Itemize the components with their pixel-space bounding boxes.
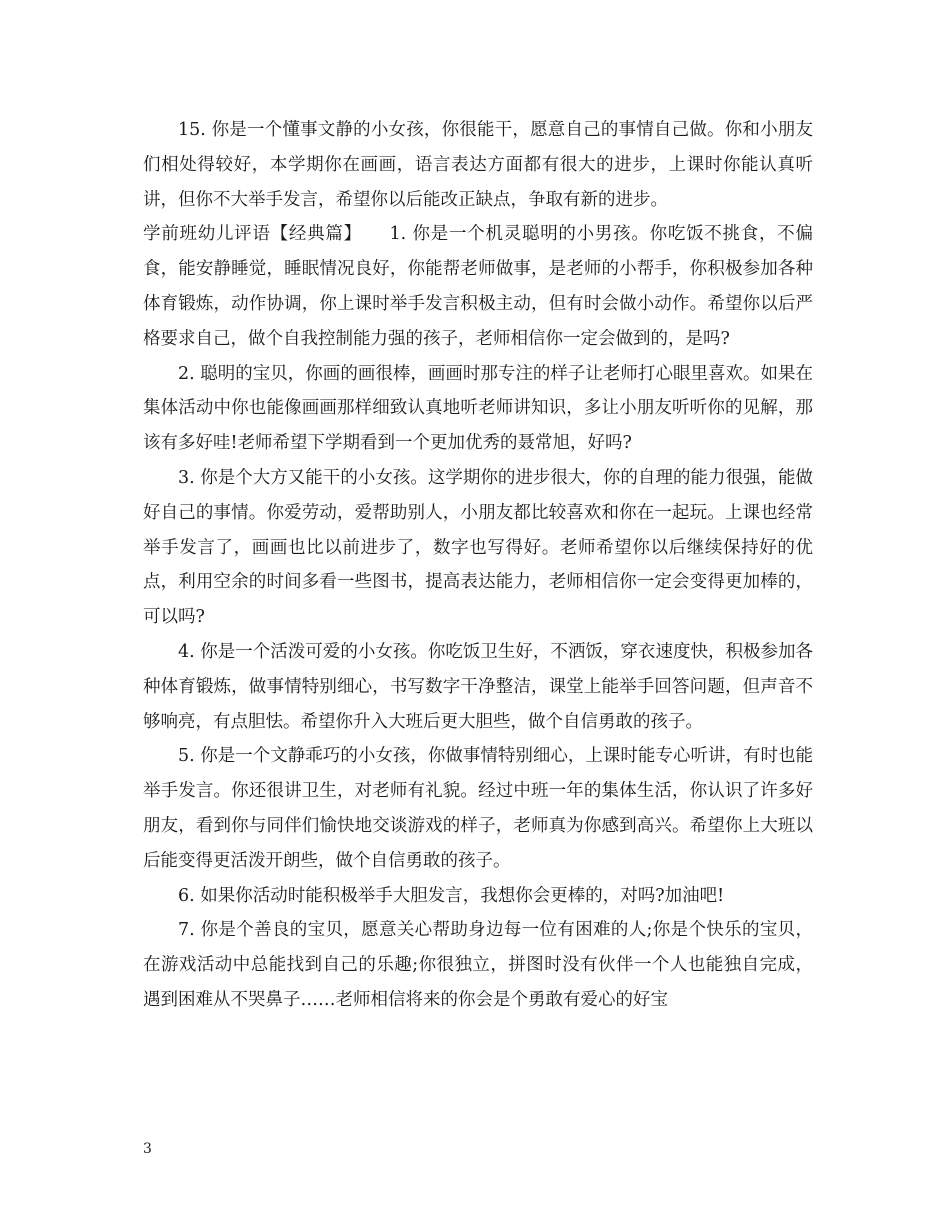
paragraph-7: 7. 你是个善良的宝贝，愿意关心帮助身边每一位有困难的人;你是个快乐的宝贝，在游戏活动中总能找到自己的乐趣;你很独立，拼图时没有伙伴一个人也能独自完成，遇到困难从不哭鼻子……老师相信将来的你会是个勇敢有爱心的好宝 [143, 920, 813, 1010]
paragraph-3: 3. 你是个大方又能干的小女孩。这学期你的进步很大，你的自理的能力很强，能做好自己的事情。你爱劳动，爱帮助别人，小朋友都比较喜欢和你在一起玩。上课也经常举手发言了，画画也比以前进步了，数字也写得好。老师希望你以后继续保持好的优点，利用空余的时间多看一些图书，提高表达能力，老师相信你一定会变得更加棒的，可以吗? [143, 467, 813, 628]
paragraph-4: 4. 你是一个活泼可爱的小女孩。你吃饭卫生好，不洒饭，穿衣速度快，积极参加各种体育锻炼，做事情特别细心，书写数字干净整洁，课堂上能举手回答问题，但声音不够响亮，有点胆怯。希望你升入大班后更大胆些，做个自信勇敢的孩子。 [143, 641, 813, 732]
section-heading: 学前班幼儿评语【经典篇】 [143, 224, 354, 245]
paragraph-1-text: 1. 你是一个机灵聪明的小男孩。你吃饭不挑食，不偏食，能安静睡觉，睡眠情况良好，你能帮老师做事，是老师的小帮手，你积极参加各种体育锻炼，动作协调，你上课时举手发言积极主动，但有时会做小动作。希望你以后严格要求自己，做个自我控制能力强的孩子，老师相信你一定会做到的，是吗? [143, 224, 813, 349]
paragraph-6: 6. 如果你活动时能积极举手大胆发言，我想你会更棒的，对吗?加油吧! [178, 885, 725, 906]
document-body [143, 113, 813, 1018]
paragraph-2: 2. 聪明的宝贝，你画的画很棒，画画时那专注的样子让老师打心眼里喜欢。如果在集体活动中你也能像画画那样细致认真地听老师讲知识，多让小朋友听听你的见解，那该有多好哇!老师希望下学期看到一个更加优秀的聂常旭，好吗? [143, 363, 813, 454]
paragraph-classic-1 [143, 217, 813, 356]
page-number: 3 [143, 1141, 152, 1157]
paragraph-15: 15. 你是一个懂事文静的小女孩，你很能干，愿意自己的事情自己做。你和小朋友们相处得较好，本学期你在画画，语言表达方面都有很大的进步，上课时你能认真听讲，但你不大举手发言，希望你以后能改正缺点，争取有新的进步。 [143, 120, 813, 210]
paragraph-5: 5. 你是一个文静乖巧的小女孩，你做事情特别细心，上课时能专心听讲，有时也能举手发言。你还很讲卫生，对老师有礼貌。经过中班一年的集体生活，你认识了许多好朋友，看到你与同伴们愉快地交谈游戏的样子，老师真为你感到高兴。希望你上大班以后能变得更活泼开朗些，做个自信勇敢的孩子。 [143, 746, 813, 871]
